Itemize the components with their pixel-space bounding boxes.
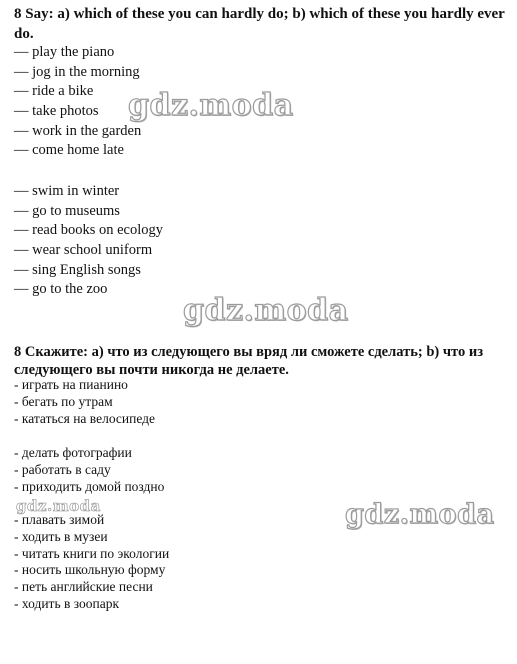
watermark: gdz.moda	[16, 497, 101, 515]
list-item: — sing English songs	[14, 261, 141, 278]
exercise-title-ru: 8 Скажите: а) что из следующего вы вряд ли сможете сделать; b) что из следующего вы почти никогда не делаете.	[14, 344, 484, 378]
list-item: - делать фотографии	[14, 445, 132, 460]
activity-list-en-group1	[14, 43, 141, 161]
list-item: — come home late	[14, 142, 124, 159]
list-item: - ходить в музеи	[14, 528, 108, 544]
watermark: gdz.moda	[183, 293, 349, 328]
list-item: — read books on ecology	[14, 222, 163, 239]
activity-list-ru-group2	[14, 445, 164, 495]
list-item: — swim in winter	[14, 183, 120, 199]
list-item: — jog in the morning	[14, 63, 140, 80]
list-item: — take photos	[14, 103, 99, 120]
list-item: - приходить домой поздно	[14, 478, 165, 494]
list-item: — go to the zoo	[14, 281, 108, 298]
activity-list-ru-group1	[14, 377, 155, 427]
list-item: — ride a bike	[14, 83, 94, 100]
list-item: - носить школьную форму	[14, 562, 166, 578]
list-item: - работать в саду	[14, 461, 111, 477]
list-item: - играть на пианино	[14, 377, 128, 392]
list-item: - бегать по утрам	[14, 393, 113, 409]
list-item: - петь английские песни	[14, 579, 153, 595]
list-item: — work in the garden	[14, 122, 142, 139]
list-item: - кататься на велосипеде	[14, 410, 156, 426]
watermark: gdz.moda	[345, 499, 495, 530]
exercise-title-en: 8 Say: a) which of these you can hardly do; b) which of these you hardly ever do.	[14, 6, 505, 42]
list-item: — play the piano	[14, 44, 115, 60]
list-item: - читать книги по экологии	[14, 545, 170, 561]
activity-list-ru-group3	[14, 512, 169, 613]
list-item: - ходить в зоопарк	[14, 595, 120, 611]
watermark: gdz.moda	[128, 88, 294, 123]
list-item: - плавать зимой	[14, 512, 105, 527]
list-item: — wear school uniform	[14, 242, 153, 259]
activity-list-en-group2	[14, 182, 163, 300]
list-item: — go to museums	[14, 202, 120, 219]
